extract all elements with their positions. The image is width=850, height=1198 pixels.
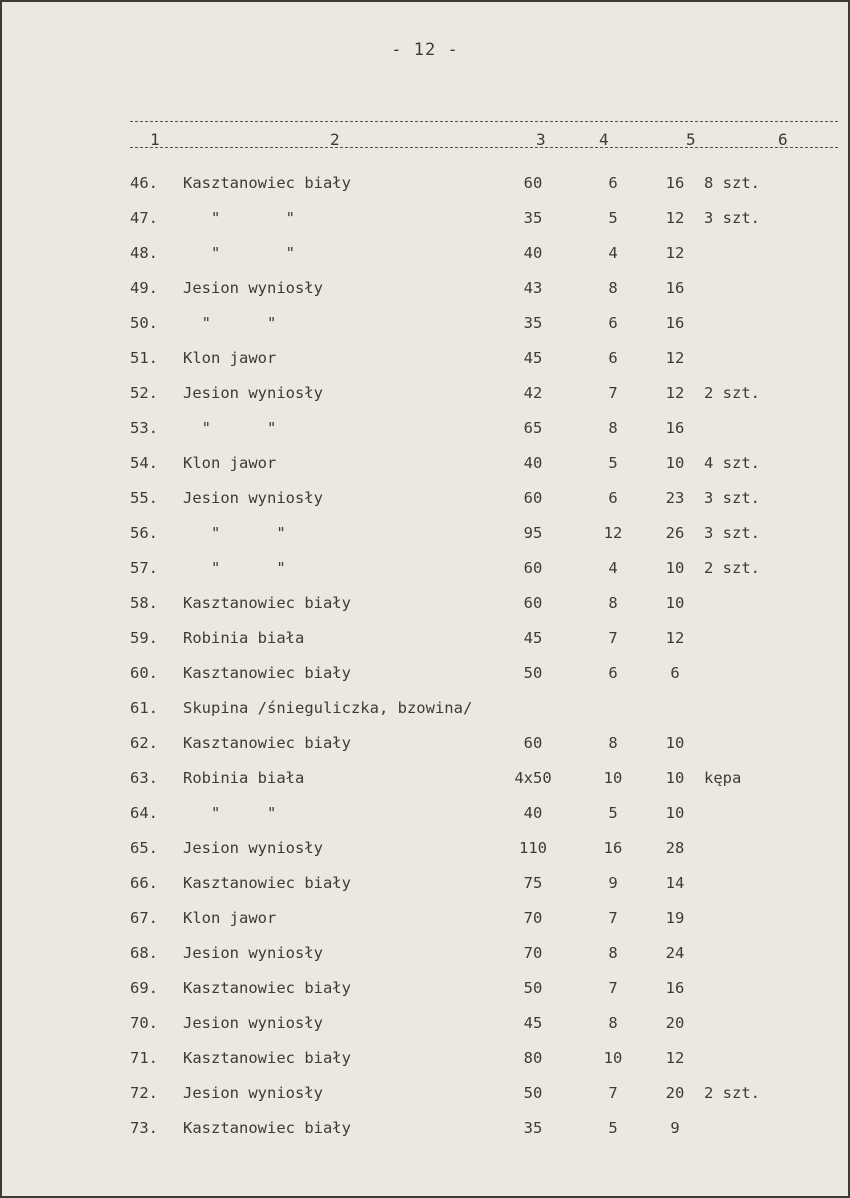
table-row [2,524,848,548]
column-5-value: 9 [670,1119,680,1137]
column-4-value: 8 [608,1014,618,1032]
column-6-note: 8 szt. [704,174,760,192]
column-5-value: 12 [665,349,685,367]
column-4-value: 10 [603,1049,623,1067]
column-3-value: 70 [523,909,543,927]
table-row [2,944,848,968]
column-5-value: 26 [665,524,685,542]
column-5-value: 10 [665,594,685,612]
column-3-value: 40 [523,244,543,262]
row-number: 52. [130,384,158,402]
table-row [2,559,848,583]
table-row [2,349,848,373]
column-3-value: 50 [523,1084,543,1102]
column-4-value: 4 [608,559,618,577]
species-name: " " [183,524,286,542]
column-5-value: 24 [665,944,685,962]
column-5-value: 12 [665,209,685,227]
row-number: 55. [130,489,158,507]
column-3-value: 45 [523,349,543,367]
row-number: 54. [130,454,158,472]
species-name: Klon jawor [183,909,277,927]
species-name: Skupina /śnieguliczka, bzowina/ [183,699,473,717]
table-row [2,909,848,933]
table-row [2,174,848,198]
column-4-value: 6 [608,174,618,192]
species-name: " " [183,314,277,332]
column-5-value: 16 [665,314,685,332]
row-number: 68. [130,944,158,962]
species-name: Jesion wyniosły [183,1084,323,1102]
column-4-value: 7 [608,384,618,402]
column-4-value: 9 [608,874,618,892]
table-row [2,244,848,268]
row-number: 70. [130,1014,158,1032]
column-5-value: 10 [665,454,685,472]
table-row [2,699,848,723]
column-5-value: 20 [665,1014,685,1032]
column-5-value: 19 [665,909,685,927]
column-3-value: 4x50 [514,769,552,787]
species-name: " " [183,209,295,227]
table-row [2,664,848,688]
column-header-2: 2 [330,130,340,149]
column-4-value: 8 [608,734,618,752]
row-number: 48. [130,244,158,262]
column-3-value: 65 [523,419,543,437]
column-6-note: 2 szt. [704,559,760,577]
row-number: 58. [130,594,158,612]
species-name: Kasztanowiec biały [183,594,351,612]
column-5-value: 16 [665,419,685,437]
column-4-value: 7 [608,629,618,647]
species-name: Kasztanowiec biały [183,734,351,752]
table-row [2,839,848,863]
column-5-value: 12 [665,629,685,647]
column-4-value: 8 [608,419,618,437]
row-number: 46. [130,174,158,192]
column-3-value: 60 [523,559,543,577]
column-5-value: 16 [665,279,685,297]
column-3-value: 42 [523,384,543,402]
page-number: - 12 - [391,40,459,60]
document-page [2,2,848,1196]
column-4-value: 4 [608,244,618,262]
species-name: Kasztanowiec biały [183,1049,351,1067]
species-name: " " [183,804,277,822]
column-4-value: 8 [608,944,618,962]
species-name: Kasztanowiec biały [183,874,351,892]
row-number: 64. [130,804,158,822]
column-4-value: 8 [608,279,618,297]
table-row [2,874,848,898]
table-row [2,454,848,478]
table-row [2,1084,848,1108]
column-6-note: 3 szt. [704,524,760,542]
column-6-note: 2 szt. [704,1084,760,1102]
column-5-value: 16 [665,979,685,997]
species-name: Kasztanowiec biały [183,174,351,192]
table-row [2,419,848,443]
column-3-value: 60 [523,174,543,192]
column-5-value: 12 [665,384,685,402]
column-3-value: 50 [523,979,543,997]
column-3-value: 75 [523,874,543,892]
column-5-value: 10 [665,559,685,577]
row-number: 72. [130,1084,158,1102]
row-number: 65. [130,839,158,857]
column-5-value: 28 [665,839,685,857]
column-5-value: 20 [665,1084,685,1102]
column-4-value: 6 [608,489,618,507]
table-row [2,979,848,1003]
species-name: " " [183,419,277,437]
table-row [2,209,848,233]
column-3-value: 95 [523,524,543,542]
row-number: 73. [130,1119,158,1137]
column-4-value: 10 [603,769,623,787]
table-row [2,769,848,793]
species-name: Jesion wyniosły [183,1014,323,1032]
column-4-value: 6 [608,314,618,332]
column-3-value: 60 [523,734,543,752]
column-3-value: 50 [523,664,543,682]
species-name: Jesion wyniosły [183,279,323,297]
column-5-value: 14 [665,874,685,892]
column-header-5: 5 [686,130,696,149]
species-name: Robinia biała [183,769,305,787]
species-name: Klon jawor [183,454,277,472]
column-4-value: 6 [608,664,618,682]
column-5-value: 23 [665,489,685,507]
table-row [2,1049,848,1073]
species-name: Klon jawor [183,349,277,367]
column-3-value: 60 [523,489,543,507]
column-3-value: 35 [523,314,543,332]
species-name: " " [183,559,286,577]
column-4-value: 7 [608,909,618,927]
column-3-value: 43 [523,279,543,297]
column-4-value: 16 [603,839,623,857]
table-row [2,384,848,408]
table-row [2,734,848,758]
column-3-value: 110 [519,839,547,857]
species-name: Jesion wyniosły [183,839,323,857]
column-5-value: 10 [665,804,685,822]
species-name: " " [183,244,295,262]
species-name: Kasztanowiec biały [183,1119,351,1137]
species-name: Jesion wyniosły [183,489,323,507]
row-number: 66. [130,874,158,892]
column-5-value: 10 [665,769,685,787]
table-row [2,594,848,618]
header-top-rule [130,121,838,122]
column-3-value: 35 [523,1119,543,1137]
column-4-value: 6 [608,349,618,367]
row-number: 61. [130,699,158,717]
column-3-value: 80 [523,1049,543,1067]
column-4-value: 12 [603,524,623,542]
row-number: 56. [130,524,158,542]
species-name: Kasztanowiec biały [183,664,351,682]
column-4-value: 5 [608,209,618,227]
column-3-value: 70 [523,944,543,962]
column-5-value: 10 [665,734,685,752]
column-3-value: 40 [523,804,543,822]
column-4-value: 5 [608,1119,618,1137]
row-number: 69. [130,979,158,997]
row-number: 67. [130,909,158,927]
row-number: 60. [130,664,158,682]
table-row [2,279,848,303]
column-header-3: 3 [536,130,546,149]
species-name: Robinia biała [183,629,305,647]
column-4-value: 5 [608,454,618,472]
table-row [2,314,848,338]
column-header-1: 1 [150,130,160,149]
row-number: 47. [130,209,158,227]
column-3-value: 35 [523,209,543,227]
column-4-value: 8 [608,594,618,612]
species-name: Jesion wyniosły [183,384,323,402]
column-3-value: 45 [523,1014,543,1032]
table-row [2,1119,848,1143]
column-6-note: 3 szt. [704,209,760,227]
column-3-value: 60 [523,594,543,612]
row-number: 53. [130,419,158,437]
row-number: 57. [130,559,158,577]
column-header-6: 6 [778,130,788,149]
row-number: 62. [130,734,158,752]
column-6-note: 4 szt. [704,454,760,472]
header-bottom-rule [130,147,838,148]
table-row [2,629,848,653]
species-name: Jesion wyniosły [183,944,323,962]
column-3-value: 45 [523,629,543,647]
row-number: 49. [130,279,158,297]
column-5-value: 12 [665,1049,685,1067]
column-4-value: 7 [608,979,618,997]
column-5-value: 6 [670,664,680,682]
column-6-note: 2 szt. [704,384,760,402]
row-number: 51. [130,349,158,367]
column-5-value: 12 [665,244,685,262]
column-header-4: 4 [599,130,609,149]
column-4-value: 7 [608,1084,618,1102]
column-3-value: 40 [523,454,543,472]
row-number: 71. [130,1049,158,1067]
column-6-note: 3 szt. [704,489,760,507]
row-number: 63. [130,769,158,787]
table-row [2,489,848,513]
table-row [2,1014,848,1038]
column-4-value: 5 [608,804,618,822]
column-6-note: kępa [704,769,742,787]
species-name: Kasztanowiec biały [183,979,351,997]
row-number: 50. [130,314,158,332]
row-number: 59. [130,629,158,647]
column-5-value: 16 [665,174,685,192]
table-row [2,804,848,828]
